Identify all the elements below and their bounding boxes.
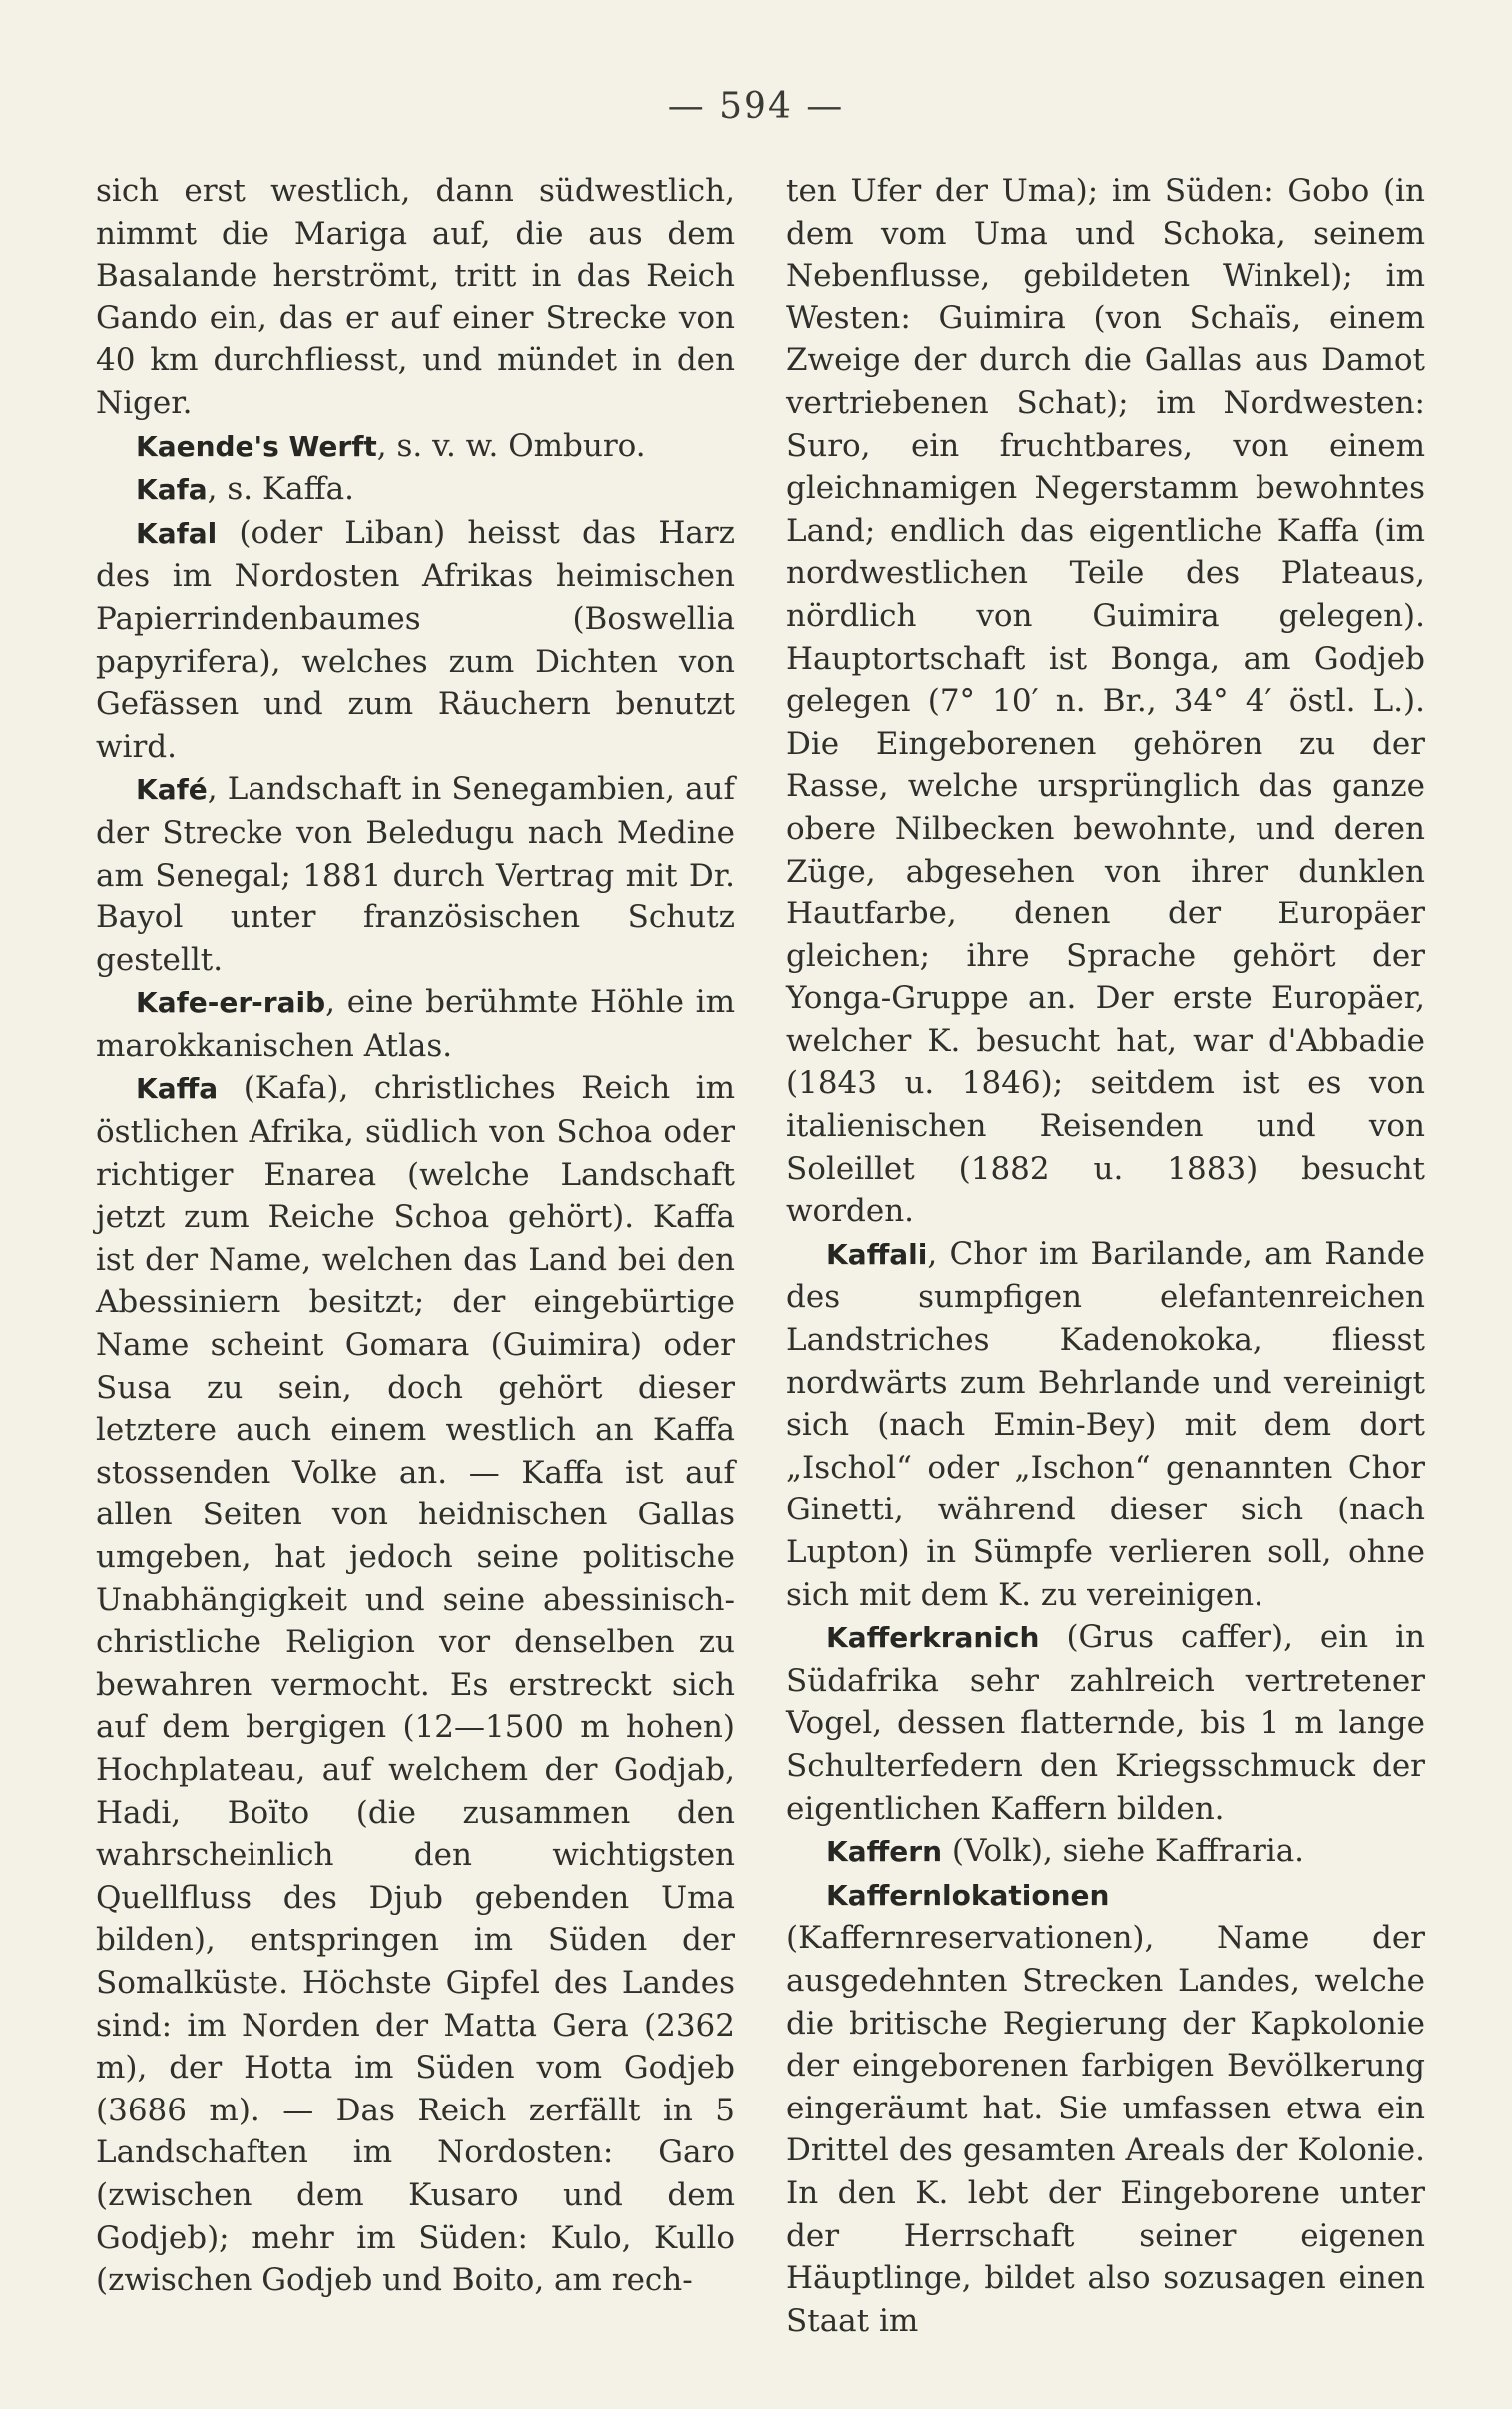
entry-kafa <box>96 468 735 512</box>
entry-headword: Kafe-er-raib <box>136 986 326 1020</box>
continuation-paragraph: ten Ufer der Uma); im Süden: Gobo (in dem vom Uma und Schoka, seinem Nebenflusse, gebildeten Winkel); im Westen: Guimira (von Schaïs, einem Zweige der durch die Gallas aus Damot vertriebenen Schat); im Nordwesten: Suro, ein fruchtbares, von einem gleichnamigen Negerstamm bewohntes Land; endlich das eigentliche Kaffa (im nordwestlichen Teile des Plateaus, nördlich von Guimira gelegen). Hauptortschaft ist Bonga, am Godjeb gelegen (7° 10′ n. Br., 34° 4′ östl. L.). Die Eingeborenen gehören zu der Rasse, welche ursprünglich das ganze obere Nilbecken bewohnte, und deren Züge, abgesehen von ihrer dunklen Hautfarbe, denen der Europäer gleichen; ihre Sprache gehört der Yonga-Gruppe an. Der erste Europäer, welcher K. besucht hat, war d'Abbadie (1843 u. 1846); seitdem ist es von italienischen Reisenden und von Soleillet (1882 u. 1883) besucht worden. <box>786 173 1425 1230</box>
entry-kafe-er-raib <box>96 981 735 1067</box>
entry-kaffernlokationen <box>786 1874 1425 2343</box>
entry-headword: Kaffa <box>136 1072 219 1106</box>
entry-kafal <box>96 512 735 769</box>
entry-text: (oder Liban) heisst das Harz des im Nordosten Afrikas heimischen Papierrindenbaumes (Boswellia papyrifera), welches zum Dichten von Gefässen und zum Räuchern benutzt wird. <box>96 514 735 765</box>
entry-text: , Chor im Barilande, am Rande des sumpfigen elefantenreichen Landstriches Kadenokoka, fliesst nordwärts zum Behrlande und vereinigt sich (nach Emin-Bey) mit dem dort „Ischol“ oder „Ischon“ genannten Chor Ginetti, während dieser sich (nach Lupton) in Sümpfe verlieren soll, ohne sich mit dem K. zu vereinigen. <box>786 1235 1425 1613</box>
entry-headword: Kaende's Werft <box>136 429 377 463</box>
entry-kaffali <box>786 1233 1425 1616</box>
entry-text: , Landschaft in Senegambien, auf der Strecke von Beledugu nach Medine am Senegal; 1881 durch Vertrag mit Dr. Bayol unter französischen Schutz gestellt. <box>96 771 735 978</box>
entry-kaende-werft <box>96 425 735 469</box>
entry-headword: Kaffernlokationen <box>826 1878 1110 1912</box>
entry-text: (Kaffernreservationen), Name der ausgedehnten Strecken Landes, welche die britische Regierung der Kapkolonie der eingeborenen farbigen Bevölkerung eingeräumt hat. Sie umfassen etwa ein Drittel des gesamten Areals der Kolonie. In den K. lebt der Eingeborene unter der Herrschaft seiner eigenen Häuptlinge, bildet also sozusagen einen Staat im <box>786 1920 1425 2339</box>
entry-text: , s. Kaffa. <box>207 471 354 508</box>
entry-headword: Kaffern <box>826 1835 943 1869</box>
entry-headword: Kaffali <box>826 1237 928 1271</box>
entry-kafferkranich <box>786 1616 1425 1830</box>
right-column <box>786 170 1425 2342</box>
continuation-paragraph: sich erst westlich, dann südwestlich, nimmt die Mariga auf, die aus dem Basalande herströmt, tritt in das Reich Gando ein, das er auf einer Strecke von 40 km durchfliesst, und mündet in den Niger. <box>96 173 735 421</box>
entry-headword: Kafferkranich <box>826 1621 1040 1655</box>
entry-kaffern <box>786 1830 1425 1874</box>
entry-headword: Kafé <box>136 773 208 807</box>
entry-text: (Kafa), christliches Reich im östlichen Afrika, südlich von Schoa oder richtiger Enarea (welche Landschaft jetzt zum Reiche Schoa gehört). Kaffa ist der Name, welchen das Land bei den Abessiniern besitzt; der eingebürtige Name scheint Gomara (Guimira) oder Susa zu sein, doch gehört dieser letztere auch einem westlich an Kaffa stossenden Volke an. — Kaffa ist auf allen Seiten von heidnischen Gallas umgeben, hat jedoch seine politische Unabhängigkeit und seine abessinisch-christliche Religion vor denselben zu bewahren vermocht. Es erstreckt sich auf dem bergigen (12—1500 m hohen) Hochplateau, auf welchem der Godjab, Hadi, Boïto (die zusammen den wahrscheinlich den wichtigsten Quellfluss des Djub gebenden Uma bilden), entspringen im Süden der Somalküste. Höchste Gipfel des Landes sind: im Norden der Matta Gera (2362 m), der Hotta im Süden vom Godjeb (3686 m). — Das Reich zerfällt in 5 Landschaften im Nordosten: Garo (zwischen dem Kusaro und dem Godjeb); mehr im Süden: Kulo, Kullo (zwischen Godjeb und Boito, am rech- <box>96 1070 735 2299</box>
page-number: — 594 — <box>667 86 845 127</box>
entry-text: (Volk), siehe Kaffraria. <box>942 1833 1305 1870</box>
entry-kafe <box>96 768 735 981</box>
entry-text: , eine berühmte Höhle im marokkanischen Atlas. <box>96 984 735 1064</box>
entry-text: , s. v. w. Omburo. <box>376 427 646 464</box>
entry-kaffa <box>96 1067 735 2301</box>
entry-headword: Kafal <box>136 516 218 550</box>
entry-headword: Kafa <box>136 473 208 507</box>
entry-text: (Grus caffer), ein in Südafrika sehr zahlreich vertretener Vogel, dessen flatternde, bis 1 m lange Schulterfedern den Kriegsschmuck der eigentlichen Kaffern bilden. <box>786 1619 1425 1827</box>
left-column <box>96 170 735 2302</box>
